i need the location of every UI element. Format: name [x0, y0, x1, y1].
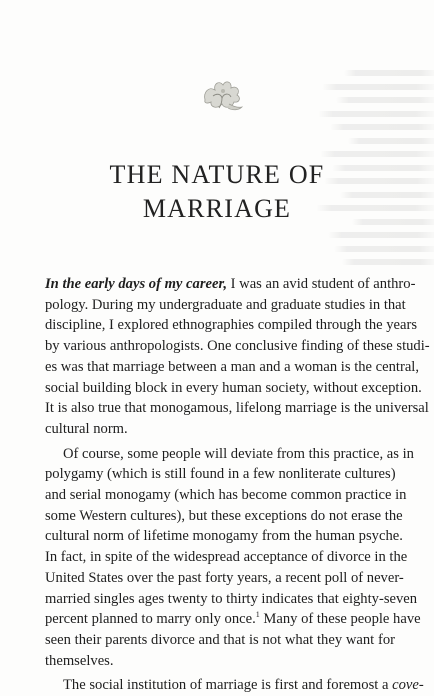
bleed-through-line: [322, 84, 434, 90]
paragraph-2: [45, 444, 421, 672]
text-fragment: I was an avid student of anthro-: [227, 276, 416, 292]
text-line: themselves.: [45, 652, 114, 669]
text-fragment: percent planned to marry only once.: [45, 611, 256, 628]
text-line: by various anthropologists. One conclusive finding of these studi-: [45, 338, 430, 355]
footnote-marker[interactable]: 1: [255, 610, 260, 620]
chapter-title-line-1: THE NATURE OF: [109, 160, 325, 189]
text-line: United States over the past forty years, a recent poll of never-: [45, 569, 404, 586]
text-line: [45, 609, 421, 630]
text-line: In fact, in spite of the widespread acceptance of divorce in the: [45, 549, 408, 566]
text-line: It is also true that monogamous, lifelong marriage is the universal: [45, 400, 429, 417]
italic-fragment: cove-: [392, 677, 424, 694]
text-line: discipline, I explored ethnographies compiled through the years: [45, 317, 418, 334]
text-line: pology. During my undergraduate and graduate studies in that: [45, 296, 406, 313]
text-line: and serial monogamy (which has become common practice in: [45, 487, 407, 504]
bleed-through-line: [342, 259, 434, 265]
text-line: some Western cultures), but these exceptions do not erase the: [45, 507, 403, 524]
text-line: married singles ages twenty to thirty indicates that eighty-seven: [45, 590, 418, 607]
text-line: cultural norm of lifetime monogamy from the human psyche.: [45, 528, 403, 545]
text-line: seen their parents divorce and that is not what they want for: [45, 631, 395, 648]
text-line: [45, 675, 424, 696]
text-line: social building block in every human society, without exception.: [45, 379, 422, 396]
lead-in-phrase: In the early days of my career,: [45, 276, 227, 292]
bleed-through-line: [318, 111, 434, 117]
chapter-title-line-2: MARRIAGE: [142, 194, 292, 223]
text-line: polygamy (which is still found in a few nonliterate cultures): [45, 466, 396, 483]
bleed-through-line: [330, 124, 434, 130]
bleed-through-line: [328, 232, 434, 238]
bleed-through-line: [348, 138, 434, 144]
floral-ornament-icon: [199, 78, 245, 112]
chapter-body: [45, 274, 430, 696]
text-line: cultural norm.: [45, 420, 128, 437]
paragraph-3: [45, 675, 424, 696]
text-line: es was that marriage between a man and a woman is the central,: [45, 358, 420, 375]
bleed-through-line: [336, 97, 434, 103]
text-fragment: Many of these people have: [259, 611, 421, 628]
paragraph-1: [45, 274, 430, 440]
bleed-through-line: [344, 70, 434, 76]
bleed-through-line: [334, 246, 434, 252]
bleed-through-line: [320, 151, 434, 157]
text-fragment: The social institution of marriage is first and foremost a: [63, 677, 393, 694]
text-line: [45, 274, 416, 295]
text-line: Of course, some people will deviate from this practice, as in: [63, 445, 414, 462]
